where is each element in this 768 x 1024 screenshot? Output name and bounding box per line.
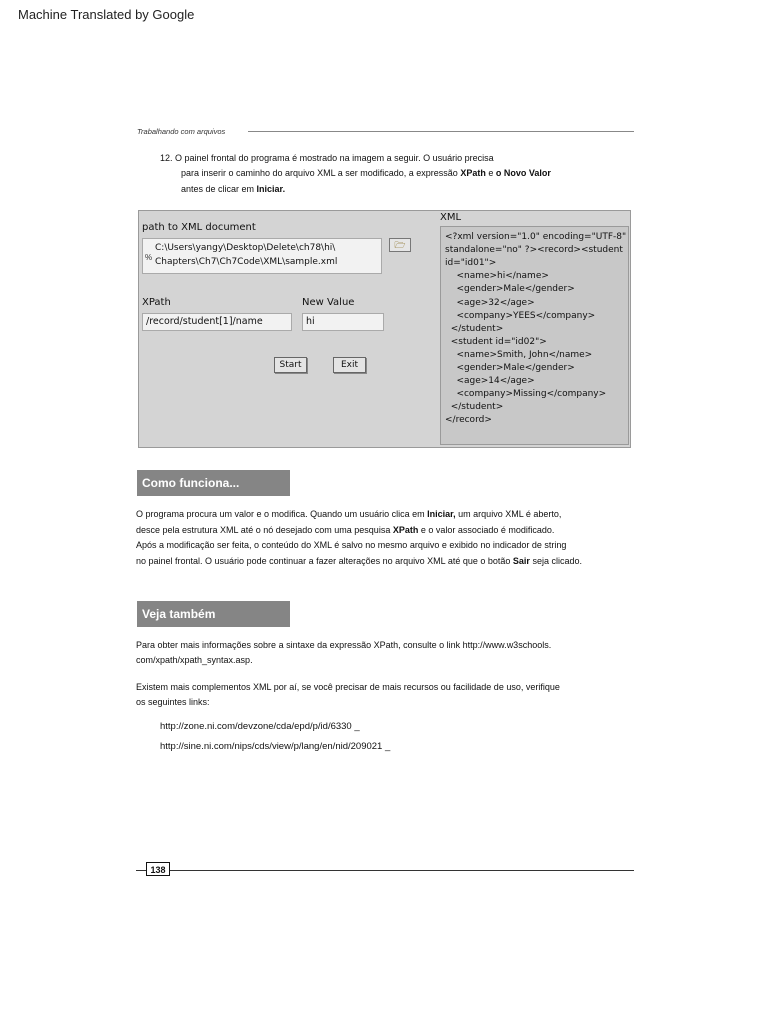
path-type-icon: % (145, 253, 153, 262)
xml-line: <name>Smith, John</name> (445, 349, 593, 360)
running-header: Trabalhando com arquivos (137, 127, 226, 136)
xml-line: <company>YEES</company> (445, 310, 596, 321)
xml-line: <gender>Male</gender> (445, 363, 575, 373)
paragraph-line: Existem mais complementos XML por aí, se você precisar de mais recursos ou facilidade de uso, verifique (136, 682, 560, 692)
paragraph-line: Após a modificação ser feita, o conteúdo do XML é salvo no mesmo arquivo e exibido no indicador de string (136, 540, 567, 550)
step-line-2: para inserir o caminho do arquivo XML a ser modificado, a expressão XPath e o Novo Valor (181, 168, 551, 178)
xml-line: <company>Missing</company> (445, 389, 607, 400)
xml-string-indicator (440, 226, 629, 445)
paragraph-line: os seguintes links: (136, 697, 210, 707)
page-number: 138 (146, 862, 170, 876)
paragraph-line: desce pela estrutura XML até o nó desejado com uma pesquisa XPath e o valor associado é modificado. (136, 525, 555, 535)
xml-line: <student id="id02"> (445, 336, 547, 347)
header-rule (248, 131, 634, 132)
new-value-input[interactable]: hi (302, 313, 384, 331)
front-panel-screenshot (138, 210, 631, 448)
paragraph-line: com/xpath/xpath_syntax.asp. (136, 655, 253, 665)
path-label: path to XML document (142, 222, 256, 233)
machine-translated-watermark: Machine Translated by Google (18, 7, 195, 22)
xml-line: <gender>Male</gender> (445, 284, 575, 295)
exit-button[interactable]: Exit (333, 357, 366, 373)
xml-line: <age>32</age> (445, 297, 535, 308)
footer-rule (136, 870, 634, 871)
xml-line: id="id01"> (445, 258, 497, 269)
xml-line: <?xml version="1.0" encoding="UTF-8" (445, 232, 627, 242)
xml-line: <name>hi</name> (445, 271, 549, 282)
xml-line: standalone="no" ?><record><student (445, 245, 623, 256)
paragraph-line: O programa procura um valor e o modifica. Quando um usuário clica em Iniciar, um arquivo XML é aberto, (136, 509, 562, 519)
path-field[interactable] (142, 238, 382, 274)
path-value: C:\Users\yangy\Desktop\Delete\ch78\hi\ Chapters\Ch7\Ch7Code\XML\sample.xml (155, 243, 338, 267)
link-ni-zone[interactable]: http://zone.ni.com/devzone/cda/epd/p/id/6330 _ (160, 721, 360, 732)
section-title-veja-tambem: Veja também (137, 601, 290, 627)
section-title-como-funciona: Como funciona... (137, 470, 290, 496)
step-line-1: 12. O painel frontal do programa é mostrado na imagem a seguir. O usuário precisa (160, 153, 494, 163)
paragraph-line: Para obter mais informações sobre a sintaxe da expressão XPath, consulte o link http://www.w3schools. (136, 640, 552, 650)
xpath-input[interactable]: /record/student[1]/name (142, 313, 292, 331)
new-value-label: New Value (302, 297, 355, 308)
xml-label: XML (440, 212, 462, 223)
step-line-3: antes de clicar em Iniciar. (181, 184, 286, 194)
xml-line: </student> (445, 323, 504, 334)
xpath-label: XPath (142, 297, 171, 308)
link-ni-sine[interactable]: http://sine.ni.com/nips/cds/view/p/lang/en/nid/209021 _ (160, 741, 391, 752)
folder-open-icon[interactable]: 🗁 (389, 238, 411, 252)
xml-line: <age>14</age> (445, 376, 535, 387)
paragraph-line: no painel frontal. O usuário pode continuar a fazer alterações no arquivo XML até que o botão Sair seja clicado. (136, 556, 582, 566)
xml-line: </student> (445, 402, 504, 413)
start-button[interactable]: Start (274, 357, 307, 373)
xml-line: </record> (445, 415, 492, 426)
